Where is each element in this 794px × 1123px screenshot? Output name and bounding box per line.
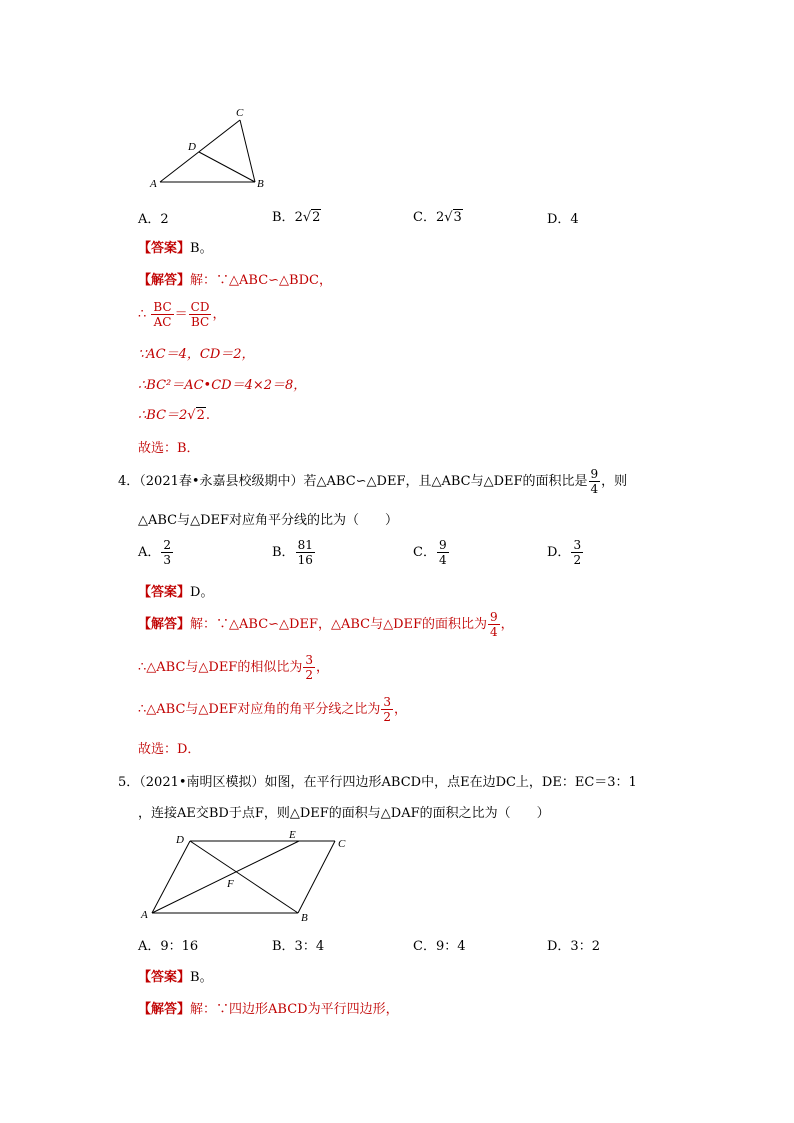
q4-stem-line2: △ABC与△DEF对应角平分线的比为（ ） xyxy=(138,513,399,528)
q4-answer: 【答案】D。 xyxy=(138,585,214,600)
triangle-figure xyxy=(140,100,280,195)
label-C: C xyxy=(236,107,244,119)
q3-solution-line4: ∴BC²＝AC•CD＝4×2＝8， xyxy=(138,378,307,393)
q4-solution-line2: ∴△ABC与△DEF的相似比为 $\frac{3}{2}$ ， xyxy=(138,653,329,682)
q3-option-a: A．2 xyxy=(138,212,169,227)
label-C: C xyxy=(338,838,346,850)
q4-choose: 故选：D． xyxy=(138,742,201,757)
label-D: D xyxy=(188,141,196,153)
q3-option-c: C．2√3 xyxy=(413,210,462,225)
label-E: E xyxy=(289,829,296,841)
q4-option-c: C． $\frac{9}{4}$ xyxy=(413,538,447,567)
q3-option-d: D．4 xyxy=(547,212,579,227)
q4-option-b: B． $\frac{81}{16}$ xyxy=(272,538,313,567)
q3-solution-line2: ∴ $\frac{BC}{AC}$ ＝ $\frac{CD}{BC}$ ， xyxy=(138,300,226,329)
q3-solution-line5: ∴BC＝2√2. xyxy=(138,408,211,423)
q4-option-a: A． $\frac{2}{3}$ xyxy=(138,538,172,567)
parallelogram-figure xyxy=(135,825,365,925)
q3-option-b: B．2√2 xyxy=(272,210,321,225)
q4-option-d: D． $\frac{3}{2}$ xyxy=(547,538,582,567)
q4-stem-line1: 4．（2021春•永嘉县校级期中）若△ABC∽△DEF，且△ABC与△DEF的面积比是 $\frac{9}{4}$ ，则 xyxy=(118,467,628,496)
label-A: A xyxy=(141,909,148,921)
label-A: A xyxy=(150,178,157,190)
q3-solution-line1: 【解答】解：∵△ABC∽△BDC， xyxy=(138,273,332,288)
q5-answer: 【答案】B。 xyxy=(138,970,213,985)
q4-solution-line3: ∴△ABC与△DEF对应角的角平分线之比为 $\frac{3}{2}$ ， xyxy=(138,695,407,724)
q4-solution-line1: 【解答】解：∵△ABC∽△DEF，△ABC与△DEF的面积比为 $\frac{9}{4}$ ， xyxy=(138,610,514,639)
label-D: D xyxy=(176,834,184,846)
q3-choose: 故选：B． xyxy=(138,441,200,456)
q3-answer: 【答案】B。 xyxy=(138,241,213,256)
q5-stem-line2: ，连接AE交BD于点F，则△DEF的面积与△DAF的面积之比为（ ） xyxy=(138,806,550,821)
q5-option-a: A．9：16 xyxy=(138,939,199,954)
label-B: B xyxy=(257,178,264,190)
q5-option-c: C．9：4 xyxy=(413,939,466,954)
q3-solution-line3: ∵AC＝4，CD＝2， xyxy=(138,347,255,362)
label-F: F xyxy=(227,878,234,890)
q5-stem-line1: 5．（2021•南明区模拟）如图，在平行四边形ABCD中，点E在边DC上，DE：EC＝3：1 xyxy=(118,775,637,790)
q5-option-d: D．3：2 xyxy=(547,939,600,954)
q5-option-b: B．3：4 xyxy=(272,939,325,954)
label-B: B xyxy=(301,912,308,924)
q5-solution-line1: 【解答】解：∵四边形ABCD为平行四边形， xyxy=(138,1002,399,1017)
